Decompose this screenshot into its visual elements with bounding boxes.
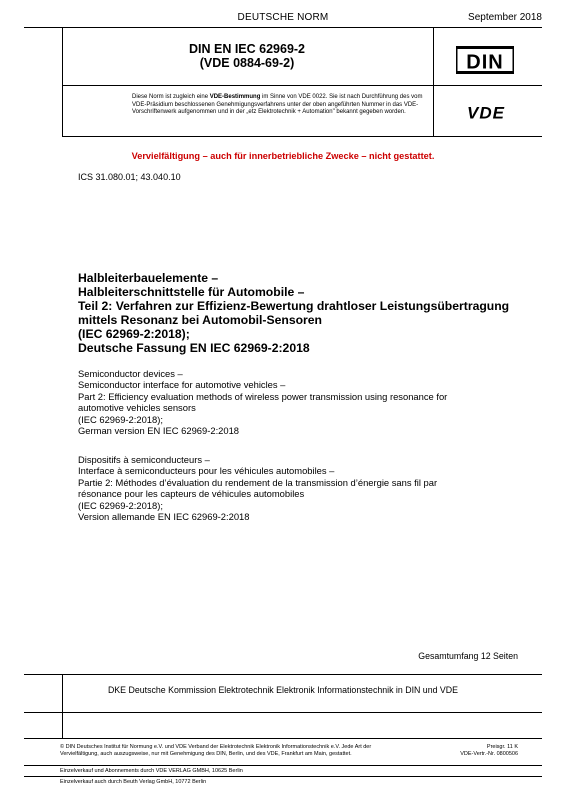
title-english [78,368,528,436]
title-box-rule [62,85,542,86]
title-fr-line: Version allemande EN IEC 62969-2:2018 [78,511,250,523]
publication-date: September 2018 [468,12,542,23]
title-fr-line: Interface à semiconducteurs pour les véhicules automobiles – [78,465,335,477]
ics-codes: ICS 31.080.01; 43.040.10 [78,172,181,182]
title-de-line: Deutsche Fassung EN IEC 62969-2:2018 [78,341,310,355]
reproduction-warning: Vervielfältigung – auch für innerbetriebliche Zwecke – nicht gestattet. [131,151,435,161]
title-french [78,454,528,522]
vde-order-number: VDE-Vertr.-Nr. 0800506 [460,750,518,757]
title-de-line: (IEC 62969-2:2018); [78,327,190,341]
price-info [460,744,518,757]
notice-box-rule [62,136,542,137]
vde-logo [453,104,519,120]
dke-line: DKE Deutsche Kommission Elektrotechnik Elektronik Informationstechnik in DIN und VDE [107,685,459,695]
title-de-line: Halbleiterschnittstelle für Automobile – [78,285,305,299]
footer-left-divider [62,674,63,738]
title-en-line: automotive vehicles sensors [78,402,196,414]
footer-rule [24,738,542,739]
notice-text-bold: VDE-Bestimmung [209,94,261,100]
standard-number: DIN EN IEC 62969-2 [188,42,306,56]
notice-text-end: im Sinne von VDE 0022. Sie ist nach Durchführung des vom VDE-Präsidium beschlossenen Genehmigungsverfahrens unter der oben angeführten Nummer in das VDE-Vorschriftenwerk aufgenommen und in der „etz Elektrotechnik + Automation" bekannt gegeben worden. [132,94,423,116]
sales-rule-2 [24,776,542,777]
title-en-line: Semiconductor interface for automotive vehicles – [78,379,286,391]
title-en-line: German version EN IEC 62969-2:2018 [78,425,240,437]
sales-vde-verlag: Einzelverkauf und Abonnements durch VDE VERLAG GMBH, 10625 Berlin [60,768,243,774]
title-de-line: mittels Resonanz bei Automobil-Sensoren [78,313,323,327]
title-fr-line: Dispositifs à semiconducteurs – [78,454,210,465]
dke-top-rule [24,674,542,675]
dke-bottom-rule [24,712,542,713]
header-rule [24,27,542,28]
title-fr-line: résonance pour les capteurs de véhicules automobiles [78,488,305,500]
vde-notice [132,94,432,117]
frame-right-divider [433,27,434,136]
sales-rule-1 [24,765,542,766]
sales-beuth-verlag: Einzelverkauf auch durch Beuth Verlag GmbH, 10772 Berlin [60,779,207,785]
title-en-line: Part 2: Efficiency evaluation methods of wireless power transmission using resonance for [78,390,448,402]
din-logo-text: DIN [466,51,504,74]
title-de-line: Teil 2: Verfahren zur Effizienz-Bewertung drahtloser Leistungsübertragung [78,299,510,313]
title-de-line: Halbleiterbauelemente – [78,271,219,285]
title-german [78,271,528,355]
price-group: Preisgr. 11 K [486,744,518,750]
document-title-box [64,42,430,70]
din-logo [455,45,515,75]
norm-label: DEUTSCHE NORM [237,12,329,23]
frame-left-divider [62,27,63,136]
vde-logo-text: VDE [467,104,505,120]
vde-classification: (VDE 0884-69-2) [199,56,295,70]
copyright-notice: © DIN Deutsches Institut für Normung e.V. und VDE Verband der Elektrotechnik Elektronik Informationstechnik e.V. Jede Art der Vervielfältigung, auch auszugsweise, nur mit Genehmigung des DIN, Berlin, und des VDE, Frankfurt am Main, gestattet. [60,744,372,757]
notice-text-start: Diese Norm ist zugleich eine [132,94,210,100]
title-en-line: (IEC 62969-2:2018); [78,413,163,425]
title-fr-line: (IEC 62969-2:2018); [78,499,163,511]
title-en-line: Semiconductor devices – [78,368,183,379]
total-pages: Gesamtumfang 12 Seiten [418,651,518,661]
title-fr-line: Partie 2: Méthodes d’évaluation du rendement de la transmission d’énergie sans fil par [78,476,438,488]
